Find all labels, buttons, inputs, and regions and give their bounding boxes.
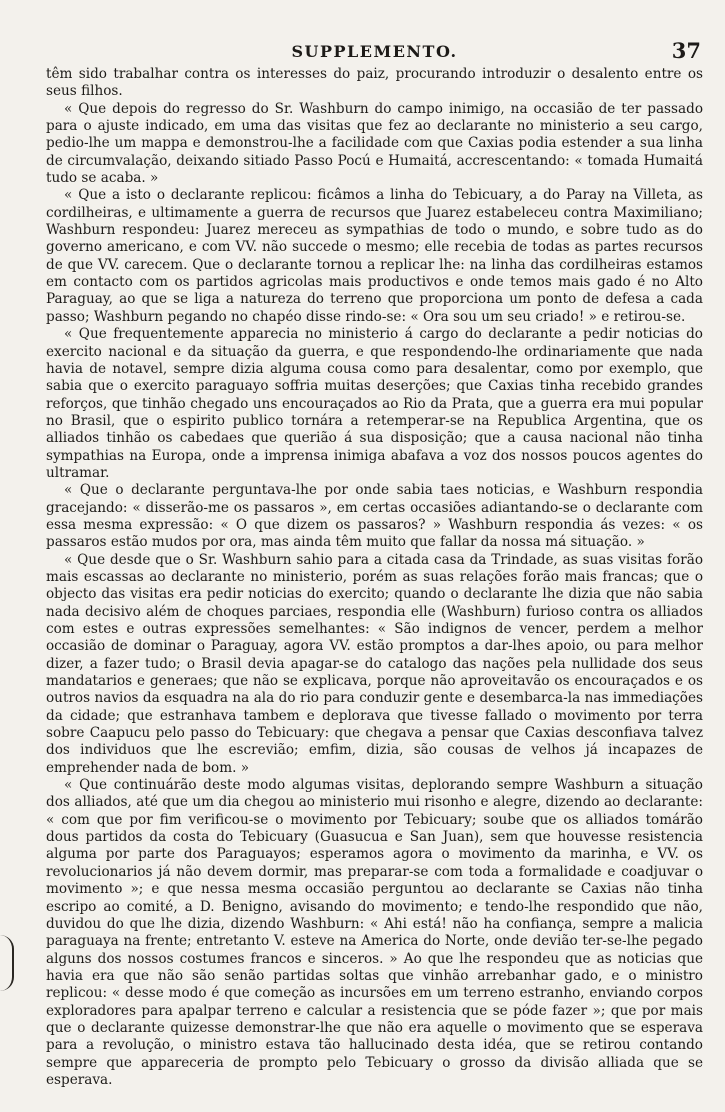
margin-bracket-mark (0, 935, 14, 991)
paragraph: « Que frequentemente apparecia no ministerio á cargo do declarante a pedir noticias do exercito nacional e da situação da guerra, e que respondendo-lhe ordinariamente que nada havia de notavel, sempre dizia alguma cousa como para desalentar, como por exemplo, que sabia que o exercito paraguayo soffria muitas deserções; que Caxias tinha recebido grandes reforços, que tinhão chegado uns encouraçados ao Rio da Prata, que a guerra era mui popular no Brasil, que o espirito publico tornára a retemperar-se na Republica Argentina, que os alliados tinhão os cabedaes que querião á sua disposição; que a causa nacional não tinha sympathias na Europa, onde a imprensa inimiga abafava a voz dos nossos poucos agentes do ultramar. (46, 326, 703, 481)
page-header (46, 36, 703, 66)
paragraph: « Que continuárão deste modo algumas visitas, deplorando sempre Washburn a situação dos alliados, até que um dia chegou ao ministerio mui risonho e alegre, dizendo ao declarante: « com que por fim verificou-se o movimento por Tebicuary; soube que os alliados tomárão dous partidos da costa do Tebicuary (Guasucua e San Juan), sem que houvesse resistencia alguma por parte dos Paraguayos; esperamos agora o movimento da marinha, e VV. os revolucionarios já não devem dormir, mas preparar-se com toda a formalidade e coadjuvar o movimento »; e que nessa mesma occasião perguntou ao declarante se Caxias não tinha escripo ao comité, a D. Benigno, avisando do movimento; e tendo-lhe respondido que não, duvidou do que lhe dizia, dizendo Washburn: « Ahi está! não ha confiança, sempre a malicia paraguaya na frente; entretanto V. esteve na America do Norte, onde devião ter-se-lhe pegado alguns dos nossos costumes francos e sinceros. » Ao que lhe respondeu que as noticias que havia era que não são senão partidas soltas que vinhão arrebanhar gado, e o ministro replicou: « desse modo é que começão as incursões em um terreno estranho, enviando corpos exploradores para apalpar terreno e calcular a resistencia que se póde fazer »; que por mais que o declarante quizesse demonstrar-lhe que não era aquelle o movimento que se esperava para a revolução, o ministro estava tão hallucinado desta idéa, que se retirou contando sempre que appareceria de prompto pelo Tebicuary o grosso da divisão alliada que se esperava. (46, 777, 703, 1088)
page-number: 37 (671, 38, 701, 63)
paragraph: têm sido trabalhar contra os interesses do paiz, procurando introduzir o desalento entre os seus filhos. (46, 66, 703, 100)
body-text (46, 66, 703, 1089)
paragraph: « Que o declarante perguntava-lhe por onde sabia taes noticias, e Washburn respondia gracejando: « disserão-me os passaros », em certas occasiões adiantando-se o declarante com essa mesma expressão: « O que dizem os passaros? » Washburn respondia ás vezes: « os passaros estão mudos por ora, mas ainda têm muito que fallar da nossa má situação. » (46, 482, 703, 551)
paragraph: « Que desde que o Sr. Washburn sahio para a citada casa da Trindade, as suas visitas forão mais escassas ao declarante no ministerio, porém as suas relações forão mais francas; que o objecto das visitas era pedir noticias do exercito; quando o declarante lhe dizia que não sabia nada decisivo além de choques parciaes, respondia elle (Washburn) furioso contra os alliados com estes e outras expressões semelhantes: « São indignos de vencer, perdem a melhor occasião de dominar o Paraguay, agora VV. estão promptos a dar-lhes apoio, ou para melhor dizer, a fazer tudo; o Brasil devia apagar-se do catalogo das nações pela nullidade dos seus mandatarios e generaes; que não se explicava, porque não aproveitavão os encouraçados e os outros navios da esquadra na ala do rio para conduzir gente e desembarca-la nas immediações da cidade; que estranhava tambem e deplorava que tivesse fallado o movimento por terra sobre Caapucu pelo passo do Tebicuary: que chegava a pensar que Caxias desconfiava talvez dos individuos que lhe escrevião; emfim, dizia, são cousas de velhos já incapazes de emprehender nada de bom. » (46, 551, 703, 776)
paragraph: « Que a isto o declarante replicou: ficâmos a linha do Tebicuary, a do Paray na Villeta, as cordilheiras, e ultimamente a guerra de recursos que Juarez estabeleceu contra Maximiliano; Washburn respondeu: Juarez mereceu as sympathias de todo o mundo, e sobre tudo as do governo americano, e com VV. não succede o mesmo; elle recebia de todas as partes recursos de que VV. carecem. Que o declarante tornou a replicar lhe: na linha das cordilheiras estamos em contacto com os partidos agricolas mais productivos e onde temos mais gado é no Alto Paraguay, ao que se liga a natureza do terreno que proporciona um ponto de defesa a cada passo; Washburn pegando no chapéo disse rindo-se: « Ora sou um seu criado! » e retirou-se. (46, 187, 703, 325)
running-head: SUPPLEMENTO. (291, 42, 458, 61)
paragraph: « Que depois do regresso do Sr. Washburn do campo inimigo, na occasião de ter passado para o ajuste indicado, em uma das visitas que fez ao declarante no ministerio a seu cargo, pedio-lhe um mappa e demonstrou-lhe a facilidade com que Caxias podia estender a sua linha de circumvalação, deixando sitiado Passo Pocú e Humaitá, accrescentando: « tomada Humaitá tudo se acaba. » (46, 100, 703, 187)
